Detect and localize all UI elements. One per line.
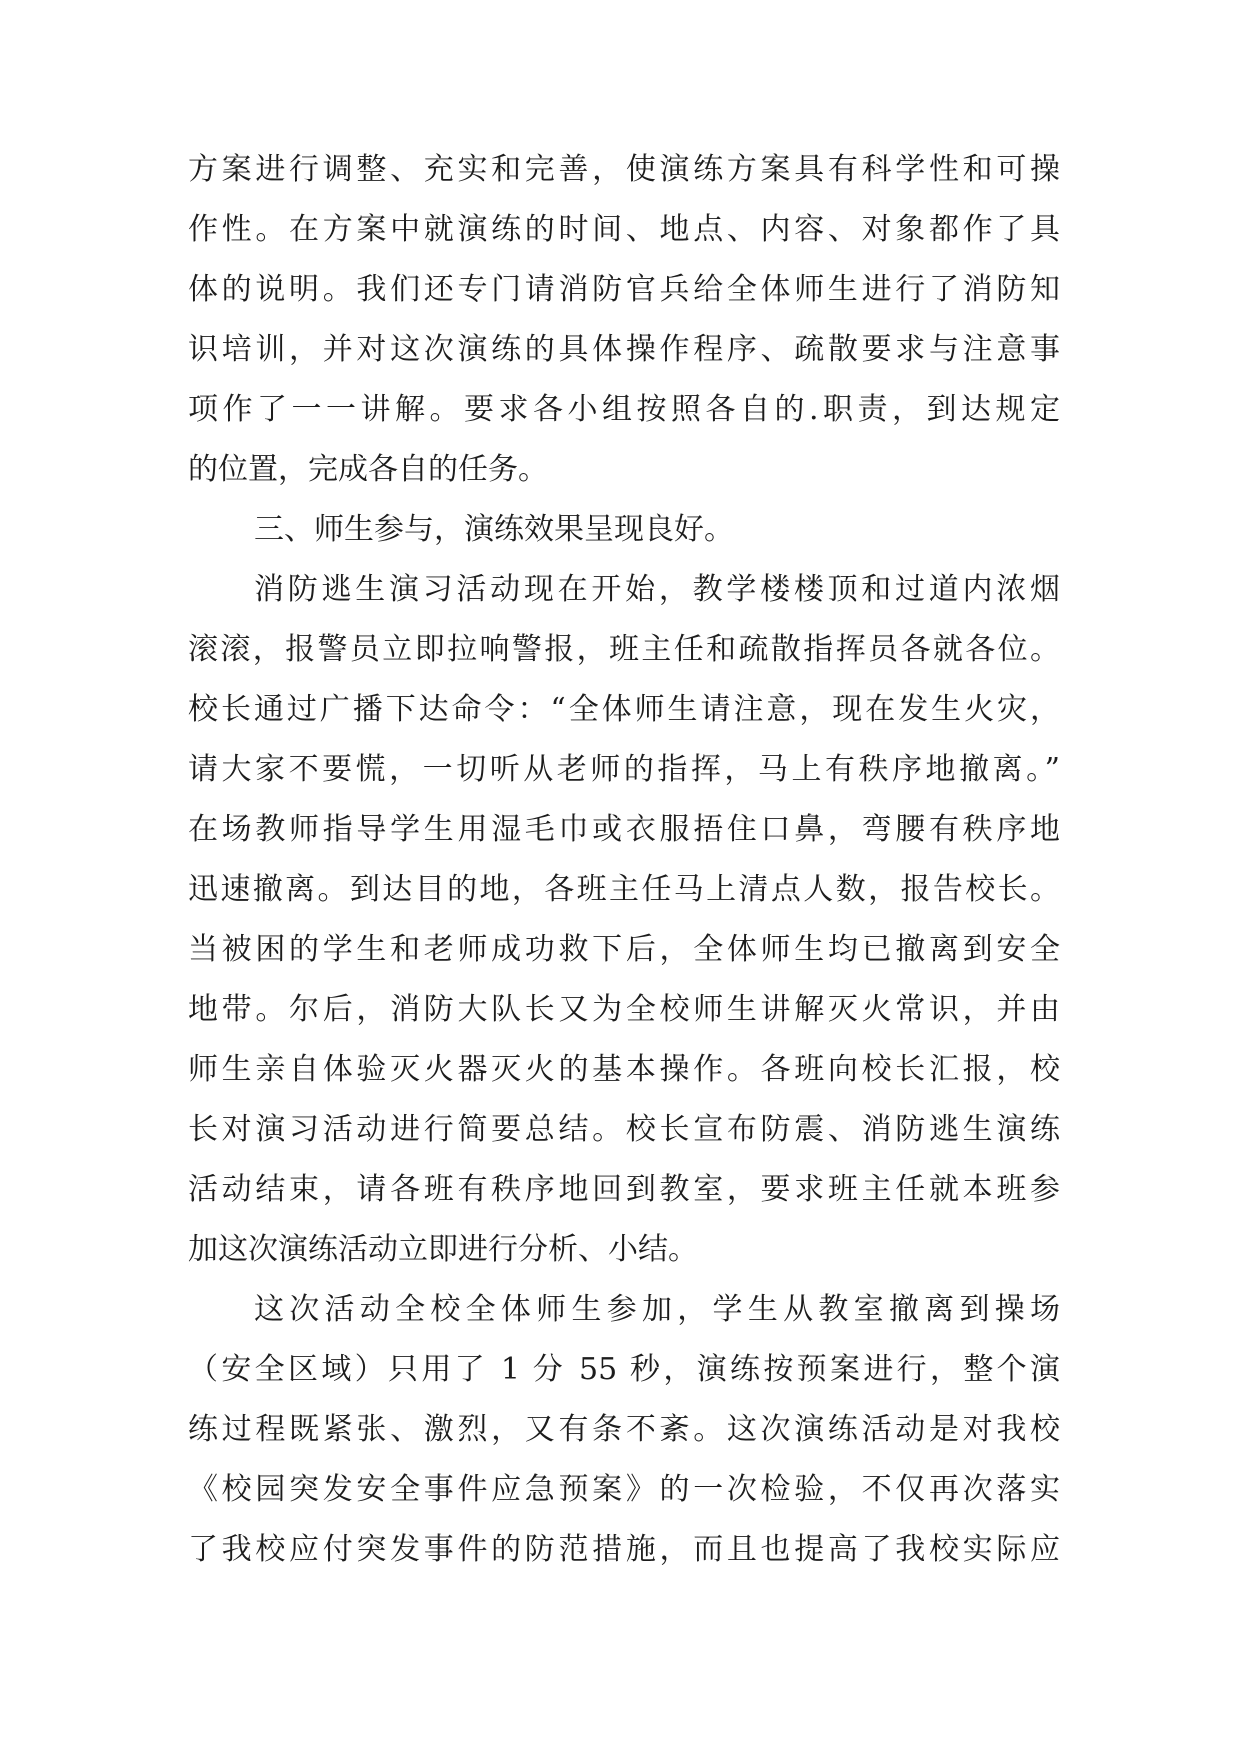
text-line: 《校园突发安全事件应急预案》的一次检验，不仅再次落实: [188, 1472, 1060, 1507]
text-line: 方案进行调整、充实和完善，使演练方案具有科学性和可操: [188, 152, 1060, 187]
text-line: （安全区域）只用了 1 分 55 秒，演练按预案进行，整个演: [188, 1352, 1060, 1387]
section-heading: 三、师生参与，演练效果呈现良好。: [254, 512, 734, 547]
text-line: 项作了一一讲解。要求各小组按照各自的.职责，到达规定: [188, 392, 1060, 427]
text-line: 在场教师指导学生用湿毛巾或衣服捂住口鼻，弯腰有秩序地: [188, 812, 1060, 847]
text-line: 活动结束，请各班有秩序地回到教室，要求班主任就本班参: [188, 1172, 1060, 1207]
text-line: 当被困的学生和老师成功救下后，全体师生均已撤离到安全: [188, 932, 1060, 967]
paragraph-start-line: 消防逃生演习活动现在开始，教学楼楼顶和过道内浓烟: [254, 572, 1060, 607]
text-line: 校长通过广播下达命令：“全体师生请注意，现在发生火灾，: [188, 692, 1060, 727]
text-line: 体的说明。我们还专门请消防官兵给全体师生进行了消防知: [188, 272, 1060, 307]
text-line: 师生亲自体验灭火器灭火的基本操作。各班向校长汇报，校: [188, 1052, 1060, 1087]
text-line: 识培训，并对这次演练的具体操作程序、疏散要求与注意事: [188, 332, 1060, 367]
text-line: 地带。尔后，消防大队长又为全校师生讲解灭火常识，并由: [188, 992, 1060, 1027]
paragraph-end-line: 加这次演练活动立即进行分析、小结。: [188, 1232, 698, 1267]
paragraph-start-line: 这次活动全校全体师生参加，学生从教室撤离到操场: [254, 1292, 1060, 1327]
text-line: 了我校应付突发事件的防范措施，而且也提高了我校实际应: [188, 1532, 1060, 1567]
text-line: 迅速撤离。到达目的地，各班主任马上清点人数，报告校长。: [188, 872, 1060, 907]
text-line: 练过程既紧张、激烈，又有条不紊。这次演练活动是对我校: [188, 1412, 1060, 1447]
text-line: 请大家不要慌，一切听从老师的指挥，马上有秩序地撤离。”: [188, 752, 1060, 787]
text-line: 长对演习活动进行简要总结。校长宣布防震、消防逃生演练: [188, 1112, 1060, 1147]
text-line: 滚滚，报警员立即拉响警报，班主任和疏散指挥员各就各位。: [188, 632, 1060, 667]
text-line: 作性。在方案中就演练的时间、地点、内容、对象都作了具: [188, 212, 1060, 247]
paragraph-end-line: 的位置，完成各自的任务。: [188, 452, 548, 487]
